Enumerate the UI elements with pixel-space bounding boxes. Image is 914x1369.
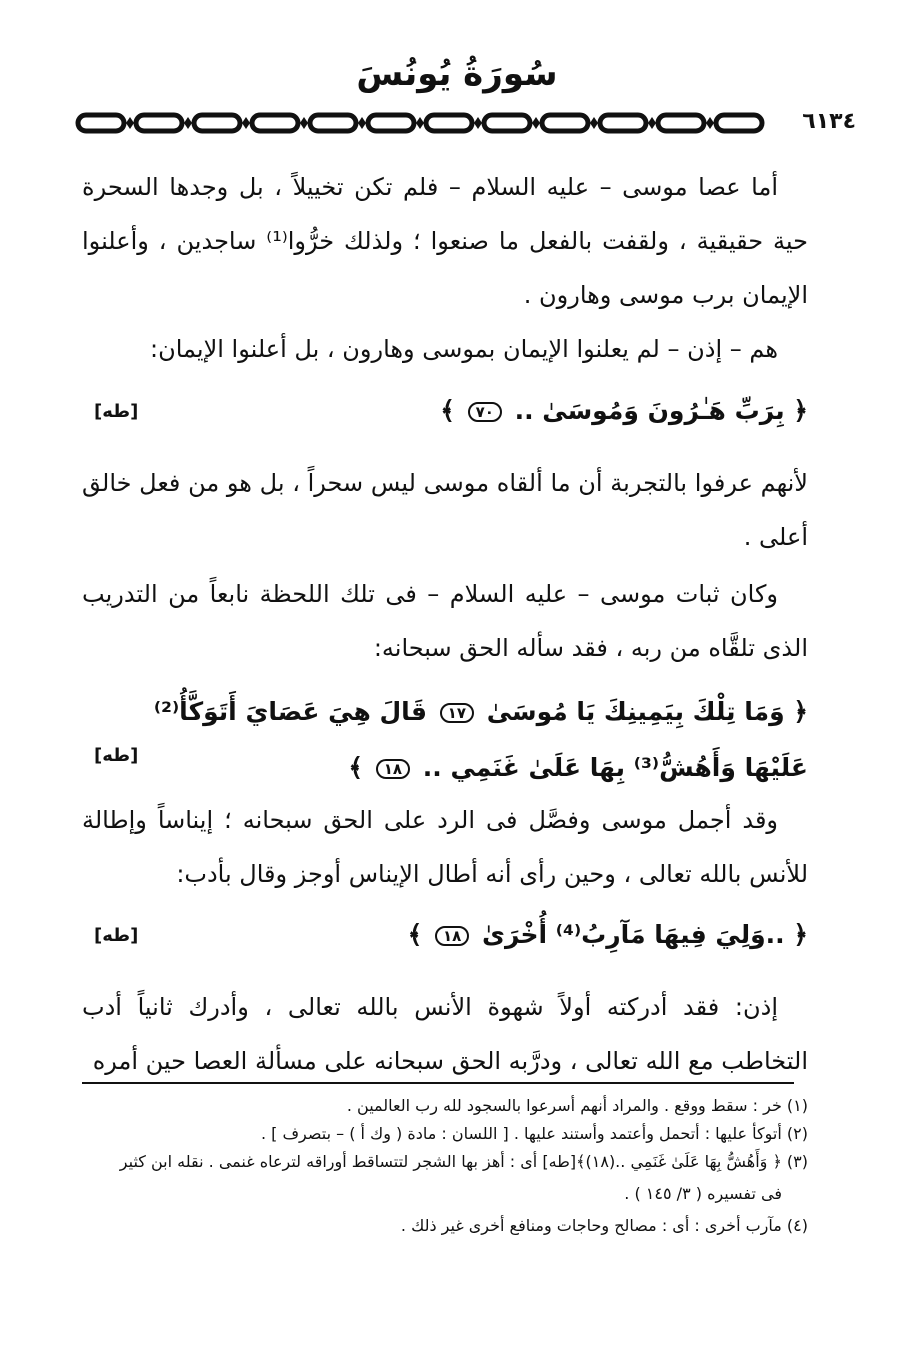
paragraph-4: وكان ثبات موسى – عليه السلام – فى تلك اللحظة نابعاً من التدريب الذى تلقَّاه من ربه ، فقد سأله الحق سبحانه: <box>82 580 808 662</box>
footnote-2: (٢) أتوكأ عليها : أتحمل وأعتمد وأستند عليها . [ اللسان : مادة ( وك أ ) – بتصرف ] . <box>260 1124 808 1143</box>
verse-1-text: ﴿ بِرَبِّ هَـٰرُونَ وَمُوسَىٰ .. <box>514 396 808 425</box>
surah-reference: [طه] <box>94 401 139 422</box>
verse-2 <box>82 684 808 796</box>
ornamental-header-band <box>74 110 840 136</box>
footnote-3: (٣) ﴿ وَأَهُشُّ بِهَا عَلَىٰ غَنَمِي ..(١٨)﴾[طه] أى : أهز بها الشجر لتتساقط أوراقه لترعاه غنمى . نقله ابن كثير <box>119 1152 808 1171</box>
verse-number: ١٨ <box>376 759 410 779</box>
closing-bracket: ﴾ <box>440 396 455 425</box>
paragraph-3: لأنهم عرفوا بالتجربة أن ما ألقاه موسى ليس سحراً ، بل هو من فعل خالق أعلى . <box>82 469 808 551</box>
verse-number: ١٧ <box>440 703 474 723</box>
page-number: ٦١٣٤ <box>798 110 860 134</box>
verse-2-text-b: قَالَ هِيَ عَصَايَ أَتَوَكَّأُ⁽²⁾ عَلَيْهَا وَأَهُشُّ⁽³⁾ بِهَا عَلَىٰ غَنَمِي .. <box>153 697 808 782</box>
footnote-4: (٤) مآرب أخرى : أى : مصالح وحاجات ومنافع أخرى غير ذلك . <box>400 1216 808 1235</box>
footnote-1: (١) خر : سقط ووقع . والمراد أنهم أسرعوا بالسجود لله رب العالمين . <box>346 1096 808 1115</box>
verse-number: ٧٠ <box>468 402 502 422</box>
closing-bracket: ﴾ <box>348 753 364 782</box>
verse-number: ١٨ <box>435 926 469 946</box>
surah-title: سُورَةُ يُونُسَ <box>356 54 558 94</box>
paragraph-2: هم – إذن – لم يعلنوا الإيمان بموسى وهارون ، بل أعلنوا الإيمان: <box>149 335 778 363</box>
footnote-divider <box>82 1082 794 1084</box>
verse-3 <box>82 908 808 962</box>
surah-reference: [طه] <box>94 925 139 946</box>
closing-bracket: ﴾ <box>407 920 423 949</box>
surah-reference: [طه] <box>94 745 139 766</box>
paragraph-6: إذن: فقد أدركته أولاً شهوة الأنس بالله تعالى ، وأدرك ثانياً أدب التخاطب مع الله تعالى ، ودرَّبه الحق سبحانه على مسألة العصا حين أمره <box>82 993 808 1075</box>
footnote-3-continued: فى تفسيره ( ٣/ ١٤٥ ) . <box>624 1184 782 1203</box>
paragraph-1: أما عصا موسى – عليه السلام – فلم تكن تخييلاً ، بل وجدها السحرة حية حقيقية ، ولقفت بالفعل ما صنعوا ؛ ولذلك خرُّوا⁽¹⁾ ساجدين ، وأعلنوا الإيمان برب موسى وهارون . <box>82 173 808 309</box>
verse-3-text: ﴿ ..وَلِيَ فِيهَا مَآرِبُ⁽⁴⁾ أُخْرَىٰ <box>482 920 808 949</box>
verse-1 <box>82 384 808 438</box>
verse-2-text-a: ﴿ وَمَا تِلْكَ بِيَمِينِكَ يَا مُوسَىٰ <box>486 697 808 726</box>
paragraph-5: وقد أجمل موسى وفصَّل فى الرد على الحق سبحانه ؛ إيناساً وإطالة للأنس بالله تعالى ، وحين رأى أنه أطال الإيناس أوجز وقال بأدب: <box>82 806 808 888</box>
